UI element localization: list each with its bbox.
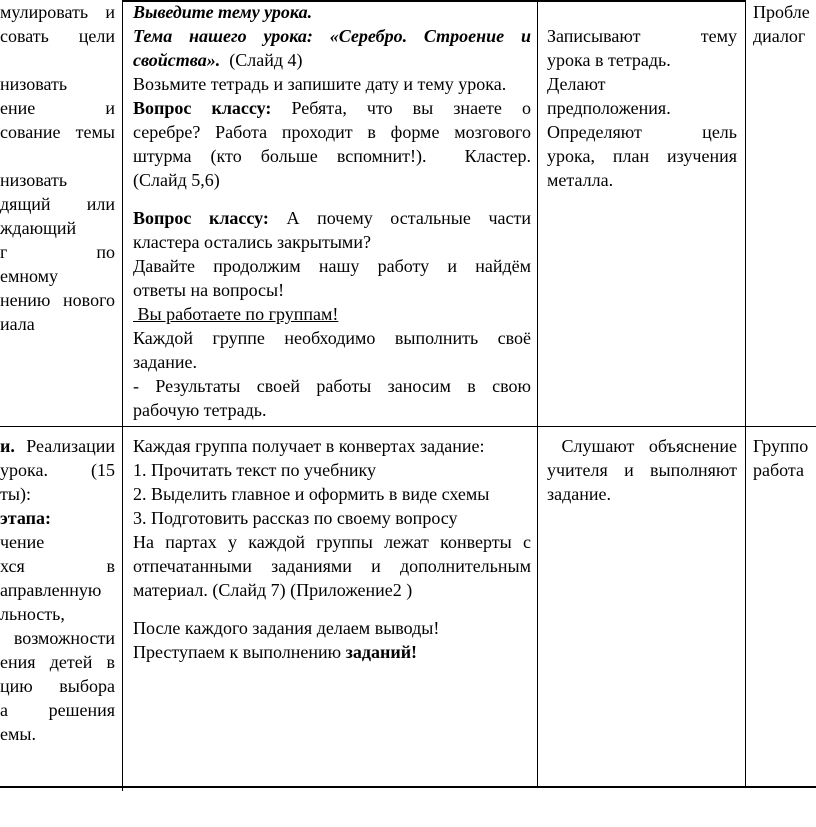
text-run: отпечатанными заданиями и дополнительным (133, 556, 531, 576)
text-run: Вопрос классу: (133, 98, 272, 118)
text-run: металла. (547, 170, 614, 190)
text-line (0, 674, 115, 698)
text-run: низовать (0, 170, 68, 190)
cell-student-activity-row2 (547, 434, 737, 506)
text-run: Делают (547, 74, 606, 94)
text-run: г по (0, 242, 115, 262)
text-run: ты): (0, 484, 31, 504)
text-line (0, 650, 115, 674)
text-run: нению нового (0, 290, 115, 310)
text-line (0, 72, 115, 96)
text-run: чение (0, 532, 45, 552)
text-run: задание. (547, 484, 612, 504)
text-run: 3. Подготовить рассказ по своему вопросу (133, 508, 458, 528)
text-run: 1. Прочитать текст по учебнику (133, 460, 376, 480)
text-run: совать цели (0, 26, 115, 46)
text-line (547, 96, 737, 120)
text-run: Ребята, что вы знаете о (271, 98, 531, 118)
paragraph-gap (133, 602, 531, 616)
text-line (133, 0, 531, 24)
text-line (753, 24, 816, 48)
text-line (0, 24, 115, 48)
text-run: заданий! (345, 642, 418, 662)
text-run: Пробле (753, 2, 810, 22)
cell-teacher-activity-row2 (133, 434, 531, 664)
text-line (133, 48, 531, 72)
text-run: Реализации (14, 436, 115, 456)
text-run: цию выбора (0, 676, 115, 696)
text-line (547, 24, 737, 48)
text-run: дящий или (0, 194, 115, 214)
text-run: и. (0, 436, 15, 456)
text-run: А почему остальные части (268, 208, 531, 228)
text-line (547, 72, 737, 96)
text-run: Каждой группе необходимо выполнить своё (133, 328, 531, 348)
text-run: кластера остались закрытыми? (133, 232, 371, 252)
text-line (133, 168, 531, 192)
text-run: Вы работаете по группам! (133, 304, 339, 324)
text-run: льность, (0, 604, 65, 624)
text-run: Вопрос классу: (133, 208, 269, 228)
text-run: штурма (кто больше вспомнит!). Кластер. (133, 146, 531, 166)
text-line (0, 264, 115, 288)
cell-methods-row1 (753, 0, 816, 48)
text-run: емы. (0, 724, 36, 744)
text-run: предположения. (547, 98, 671, 118)
text-run: материал. (Слайд 7) (Приложение2 ) (133, 580, 413, 600)
text-run: ответы на вопросы! (133, 280, 285, 300)
text-line (0, 506, 115, 530)
text-run: Записывают тему (547, 26, 737, 46)
text-line (0, 602, 115, 626)
text-line (133, 230, 531, 254)
text-line (133, 278, 531, 302)
text-line (133, 302, 531, 326)
cell-methods-row2 (753, 434, 816, 482)
text-line (0, 698, 115, 722)
text-line (133, 326, 531, 350)
text-line (0, 578, 115, 602)
text-run: учителя и выполняют (547, 460, 737, 480)
text-line (133, 458, 531, 482)
text-line (0, 434, 115, 458)
text-line (133, 640, 531, 664)
text-run: ение и (0, 98, 115, 118)
text-line (547, 120, 737, 144)
text-line (753, 458, 816, 482)
text-line (133, 578, 531, 602)
table-border-col2-col3 (537, 0, 538, 788)
text-line (753, 0, 816, 24)
text-run: урока. (15 (0, 460, 115, 480)
text-run: задание. (133, 352, 198, 372)
text-line (0, 458, 115, 482)
text-line (753, 434, 816, 458)
text-run: аправленную (0, 580, 102, 600)
paragraph-gap (133, 192, 531, 206)
text-run: иала (0, 314, 35, 334)
text-run: ения детей в (0, 652, 115, 672)
text-line (133, 206, 531, 230)
cell-teacher-activity-row1 (133, 0, 531, 422)
table-border-col1-col2 (122, 0, 123, 791)
text-run: ждающий (0, 218, 77, 238)
text-run: - Результаты своей работы заносим в свою (133, 376, 531, 396)
text-line (547, 0, 737, 24)
text-run: а решения (0, 700, 115, 720)
text-line (133, 24, 531, 48)
text-line (0, 722, 115, 746)
text-line (547, 48, 737, 72)
text-run: свойства». (133, 50, 221, 70)
cell-stage-goals-row2 (0, 434, 115, 746)
text-line (547, 144, 737, 168)
text-run: емному (0, 266, 59, 286)
text-line (547, 458, 737, 482)
text-line (0, 626, 115, 650)
text-run: рабочую тетрадь. (133, 400, 267, 420)
text-line (0, 168, 115, 192)
text-line (133, 72, 531, 96)
text-line (133, 350, 531, 374)
text-line (133, 398, 531, 422)
text-line (0, 96, 115, 120)
text-run: (Слайд 5,6) (133, 170, 220, 190)
text-run: Тема нашего урока: «Серебро. Строение и (133, 26, 531, 46)
text-run: Выведите тему урока. (133, 2, 313, 22)
cell-student-activity-row1 (547, 0, 737, 192)
text-run: диалог (753, 26, 806, 46)
text-line (133, 482, 531, 506)
text-run: урока, план изучения (547, 146, 737, 166)
text-line (0, 554, 115, 578)
text-line (0, 48, 115, 72)
text-run: Преступаем к выполнению (133, 642, 346, 662)
text-line (0, 312, 115, 336)
text-line (0, 216, 115, 240)
cell-stage-goals-row1 (0, 0, 115, 336)
text-run: работа (753, 460, 804, 480)
text-line (133, 554, 531, 578)
text-run: урока в тетрадь. (547, 50, 671, 70)
text-line (0, 288, 115, 312)
text-line (133, 120, 531, 144)
text-line (133, 96, 531, 120)
text-line (0, 0, 115, 24)
text-run: серебре? Работа проходит в форме мозгового (133, 122, 531, 142)
text-line (547, 168, 737, 192)
text-line (133, 374, 531, 398)
text-line (547, 434, 737, 458)
text-run: низовать (0, 74, 68, 94)
text-line (0, 120, 115, 144)
text-run: этапа: (0, 508, 51, 528)
text-run: Определяют цель (547, 122, 737, 142)
text-run: Возьмите тетрадь и запишите дату и тему урока. (133, 74, 507, 94)
text-line (0, 192, 115, 216)
text-run: хся в (0, 556, 115, 576)
text-run: возможности (13, 628, 115, 648)
text-line (133, 254, 531, 278)
text-run: После каждого задания делаем выводы! (133, 618, 440, 638)
text-run: На партах у каждой группы лежат конверты с (133, 532, 531, 552)
text-run: (Слайд 4) (220, 50, 303, 70)
text-run: мулировать и (0, 2, 115, 22)
text-run: сование темы (0, 122, 115, 142)
text-run: Слушают объяснение (547, 436, 738, 456)
text-run: 2. Выделить главное и оформить в виде схемы (133, 484, 490, 504)
text-line (133, 616, 531, 640)
text-line (133, 506, 531, 530)
text-run: Группо (753, 436, 809, 456)
text-line (133, 144, 531, 168)
text-line (0, 240, 115, 264)
text-run: Давайте продолжим нашу работу и найдём (133, 256, 531, 276)
text-line (0, 144, 115, 168)
text-line (133, 530, 531, 554)
text-run: Каждая группа получает в конвертах задание: (133, 436, 485, 456)
text-line (0, 482, 115, 506)
table-border-col3-col4 (745, 0, 746, 788)
text-line (547, 482, 737, 506)
text-line (133, 434, 531, 458)
text-line (0, 530, 115, 554)
